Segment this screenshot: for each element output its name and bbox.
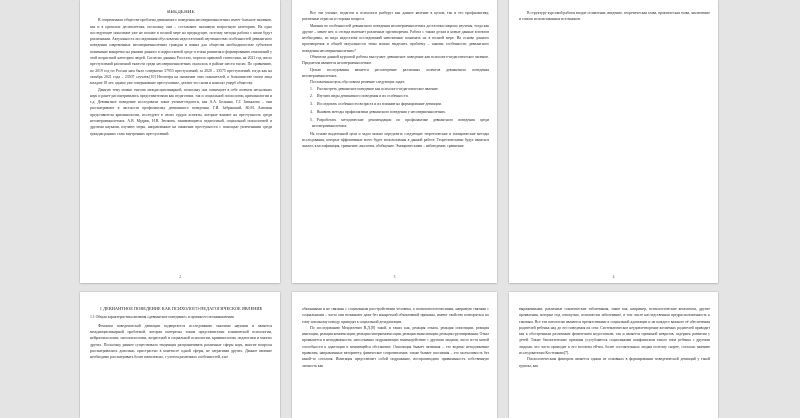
- paragraph: Феномен поведенческой девиации подвергается исследованию многими науками и является междисциплинарной проблемой, которая интересна таким представителям клинической психологии, нейропсихологии, патопсихологии, возрастной и социальной психологии, криминологии, педагогики и многих других. Поскольку раннее существовала тенденция разграничивать различные сферы наук, многие вопросы рассматривались довольно, пристрастно в контексте одной сферы, не затрагивая других. Данное явление необходимо рассматривать более комплексно, с учетом различных особенностей, а не: [90, 323, 272, 360]
- list-item-number: 1.: [310, 86, 313, 91]
- paragraph: Данную тему можно считать междисциплинарной, поскольку она совмещает в себе аспекты нескольких наук и ранее рассматривались представителями как педагогики, так и социальной психологии, криминологии и т.д. Девиантное поведение исследовали такие ученые-педагоги, как А.А. Белкина, Г.Г. Завьялова – они рассматривают в частности профилактику девиантного поведения. Г.И. Забрянский, Ю.М. Антонян представители криминологии, исследуют в своих трудах аспекты, которые влияют на преступность среди несовершеннолетних. А.В. Мудрик, Н.В. Зюзкова, занимающиеся педагогикой, социальной психологией и другими науками, изучают меры, направленные на снижение преступности с помощью увлечениями среди граждан ранних стать внутренних преступлений.: [90, 87, 272, 136]
- document-page[interactable]: [509, 292, 718, 418]
- paragraph: Поставленная цель обусловила решение следующих задач:: [310, 80, 405, 85]
- paragraph: Мнения по особенностей девиантного поведения несовершеннолетних достаточно широко изучены, тогда как другие – менее нет, и отсюда вытекает различные противоречия. Работа с таким делом и новые данные аспектов необходимы, из вида недостатка исследований невозможно понимать их в полной мере. На основе данного противоречия и общей актуальности темы можно выделить проблему – каковы особенности девиантного поведения несовершеннолетних?: [302, 23, 489, 53]
- list-item: [302, 109, 489, 115]
- list-item-number: 3.: [310, 102, 313, 107]
- paragraph: В структуру курсовой работы входят оглавление, введение, теоретическая глава, практическая глава, заключение и список использованных источников.: [519, 11, 710, 22]
- list-item-text: Разработать методические рекомендации по профилактике девиантного поведения среди несовершеннолетних.: [312, 117, 489, 129]
- list-item-text: Исследовать особенности возраста и их влияние на формирование девиации.: [316, 102, 442, 107]
- list-item-number: 4.: [310, 109, 313, 114]
- document-page[interactable]: [80, 292, 280, 418]
- paragraph: По исследованию Менделевич В.Д.[8] такой, в таких как, реакция отказа, реакция оппозиции, реакция имитации, реакция компенсации, реакция гиперкомпенсации, реакция эмансипации, реакция группирования. Отказ проявляется в неподвижности, неосознанно подражающих взаимодействие с другими людьми, часто из-за новой способности к адаптации к меняющейся обстановке. Оппозиция бывает активная – это водимо неподчинение правилам, направленные авторитету, физическое сопротивление, также бывает пассивная – это молчаливость без какой-то согласия. Имитация представляет собой подражание, воспроизводить привязанность собственную личность как: [302, 325, 489, 368]
- list-item: [302, 117, 489, 130]
- list-item: [302, 93, 489, 99]
- page-number: 3: [393, 275, 396, 279]
- paragraph: Объектом данной курсовой работы выступает девиантное поведение как психолого-педагогическое явление. Предметом являются несовершеннолетние.: [302, 55, 489, 66]
- page-title: ВВЕДЕНИЕ: [167, 10, 195, 15]
- list-item-text: Рассмотреть девиантное поведение как психолого-педагогическое явление.: [316, 86, 439, 91]
- chapter-title: 1 ДЕВИАНТНОЕ ПОВЕДЕНИЕ КАК ПСИХОЛОГО-ПЕДАГОГИЧЕСКОЕ ЯВЛЕНИЕ: [99, 306, 263, 311]
- paragraph: Все эти ученые, педагоги и психологи разберут как данное явление в целом, так и его профилактику, различные отрасли и стороны вопроса.: [302, 11, 489, 22]
- paragraph: На основе выделенной цели и задач можно определить следующие теоретические и эмпирические методы исследования, которые эффективные всего будет использованы в данной работе. Теоретическими будут являться анализ, классификация, сравнение, аналогия, обобщение. Эмпирическими – наблюдение, сравнение.: [302, 131, 489, 149]
- paragraph: выраженными, различные соматические заболевания, такие как, например, психологические комплексы, другие проявления, которые под совокупно, психически заболевание, в том числе наследственная предрасположенность к таковым. Все эти патологии являются препятствиями к социальной адаптации и не каждого важного её обеспечения родителей ребенка над до его поведения их сект. Систематическое неудовлетворение желаемых родителей приводит как к обостренным различным физическим недостаткам, так и является причиной неврозов, задержек развития у детей. Также биологические причины усугубляются социальными конфликтами такого типа ребенка с другими людьми, что часто приводит к его воспиты ей-им, более состоятельных людям поэтому скорее, согласно мнению исследователям Костенкова[7].: [519, 307, 710, 356]
- document-page[interactable]: [80, 0, 280, 283]
- paragraph: Психологическим фактором является одним из основных в формировании поведенческой девиаций у такой группы, как: [519, 357, 710, 368]
- document-page[interactable]: [292, 292, 497, 418]
- list-item: [302, 101, 489, 107]
- section-title: 1.1 Общая характеристика явления «девиантное поведение» и причин его возникновения: [90, 314, 234, 319]
- list-item-number: 5.: [310, 117, 313, 122]
- list-item-text: Выявить методы профилактики девиантного поведения у несовершеннолетних.: [316, 109, 447, 114]
- paragraph: В современном обществе проблема девиантного поведения несовершеннолетних имеет большое значение, как и в прошлых десятилетиях, поскольку они – составляют значимую возрастную категорию. На одно последующее поколение уже не похоже в полной мере на предыдущее, поэтому методы работы с ними будут различными. Актуальность исследования обусловлена недостаточной изученностью особенностей девиантного поведения современных несовершеннолетних граждан и важна для общества необходимостью субъектов понимание конкретно на ранним данного в подростковой среде и этапы развития и формированию отношений у этой возрастной категории людей. Согласно данным Росстата, портала правовой статистики, на 2021 год число преступлений различной тяжести среди несовершеннолетних оказалось в районе шести тысяч. По сравнению, по 2019 год по России нам было совершено 37953 преступлений, за 2020 – 33575 преступлений, тогда как на октябрь 2021 года – 23507 случаев.[10] Несмотря на снижение этих показателей, к большинстве своем лица младше 18 лет, однако уже совершившие преступление, делают это снова и наносят ущерб обществу.: [90, 18, 272, 86]
- paragraph: Целью исследования является рассмотрение различных аспектов девиантного поведения несовершеннолетних.: [302, 67, 489, 78]
- list-item: [302, 86, 489, 92]
- list-item-number: 2.: [310, 94, 313, 99]
- page-number: 2: [179, 275, 181, 279]
- paragraph: обязанными и не связаны с социальным расстройствами человека, а психопатологическими, напрямую связаны с социальными – часто они возникают даже без конкретной объективной причины, имеют свойство повторяться по тому или иному поводу, приводят к социальной дезадаптации.: [302, 307, 489, 324]
- document-page[interactable]: [292, 0, 497, 283]
- list-item-text: Изучить виды девиантного поведения и их особенности.: [316, 94, 409, 99]
- document-page[interactable]: [509, 0, 718, 283]
- page-number: 4: [612, 275, 615, 279]
